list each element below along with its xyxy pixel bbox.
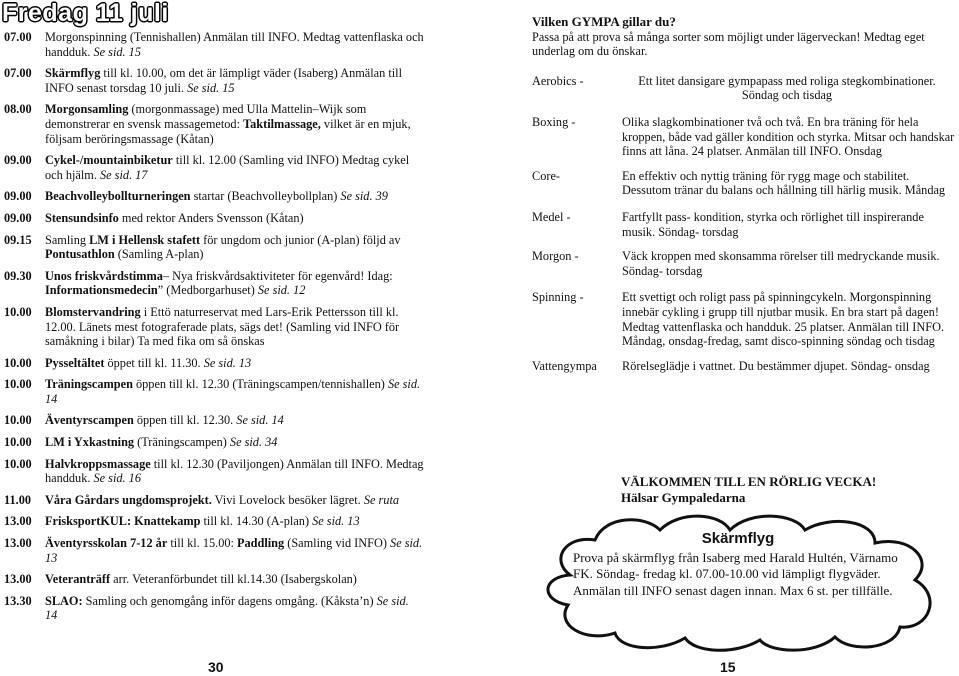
gympa-class — [532, 115, 957, 159]
schedule-entry — [4, 377, 424, 406]
gympa-class-description: Fartfyllt pass- kondition, styrka och rörlighet till inspirerande musik. Söndag- torsdag — [622, 209, 924, 239]
schedule-text — [45, 153, 424, 182]
schedule-text — [45, 356, 424, 371]
welcome-text — [621, 474, 876, 506]
gympa-class-name: Vattengympa — [532, 358, 597, 373]
schedule-text-part: Se sid. 15 — [187, 80, 235, 95]
schedule-text-part: (Samling A-plan) — [114, 247, 204, 262]
schedule-text — [45, 66, 424, 95]
schedule-text — [45, 102, 424, 146]
page-title: Fredag 11 juli — [2, 0, 169, 27]
schedule-entry — [4, 457, 424, 486]
schedule-text — [45, 435, 424, 450]
schedule-time: 10.00 — [4, 456, 32, 471]
page-number-left: 30 — [208, 659, 224, 675]
schedule-text-part: Unos friskvårdstimma — [45, 268, 163, 283]
schedule-time: 09.15 — [4, 232, 32, 247]
gympa-heading: Vilken GYMPA gillar du? — [532, 14, 676, 29]
schedule-text-part: – Nya friskvårdsaktiviteter för egenvård! Idag: — [162, 268, 393, 283]
schedule-text-part: vilket är en mjuk, följsam beröringsmassage (Kåtan) — [45, 116, 411, 146]
gympa-class-list — [532, 74, 957, 374]
schedule-text-part: Se sid. 13 — [312, 514, 360, 529]
gympa-class-name: Core- — [532, 168, 560, 183]
schedule-text-part: öppen till kl. 12.30. — [133, 413, 237, 428]
schedule-text-part: Paddling — [236, 536, 285, 551]
schedule-text-part: LM i Yxkastning — [45, 435, 135, 450]
gympa-class-name: Morgon - — [532, 249, 579, 264]
cloud-title: Skärmflyg — [701, 530, 775, 547]
schedule-text — [45, 233, 424, 262]
schedule-text-part: Beachvolleybollturneringen — [45, 189, 191, 204]
cloud-body: Prova på skärmflyg från Isaberg med Harald Hultén, Värnamo FK. Söndag- fredag kl. 07.00-10.00 vid lämpligt flygväder. Anmälan till INFO senast dagen innan. Max 6 st. per tillfälle. — [573, 549, 898, 598]
schedule-entry — [4, 189, 424, 204]
schedule-text — [45, 30, 424, 59]
schedule-entry — [4, 572, 424, 587]
gympa-class-description: Ett svettigt och roligt pass på spinningcykeln. Morgonspinning innebär cykling i grupp till njutbar musik. En bra start på dagen! Medtag vattenflaska och handduk. 25 platser. Anmälan till INFO. Måndag, onsdag-fredag, samt disco-spinning söndag och tisdag — [622, 290, 945, 349]
gympa-class-description: Ett litet dansigare gympapass med roliga stegkombinationer. Söndag och tisdag — [638, 73, 936, 103]
schedule-text-part: FrisksportKUL: Knattekamp — [45, 514, 201, 529]
gympa-class — [532, 169, 957, 198]
schedule-text — [45, 269, 424, 298]
schedule-text-part: Taktilmassage, — [243, 116, 321, 131]
schedule-text-part: öppen till kl. 12.30 (Träningscampen/tennishallen) — [132, 377, 388, 392]
schedule-text-part: Halvkroppsmassage — [45, 456, 151, 471]
cloud-content — [573, 531, 903, 599]
schedule-text — [45, 493, 424, 508]
schedule-text-part: Se sid. 16 — [93, 471, 141, 486]
schedule-text — [45, 572, 424, 587]
schedule-text-part: Skärmflyg — [45, 66, 101, 81]
schedule-time: 13.00 — [4, 514, 32, 529]
schedule-text-part: med rektor Anders Svensson (Kåtan) — [118, 210, 304, 225]
schedule-entry — [4, 30, 424, 59]
schedule-text-part: startar (Beachvolleybollplan) — [190, 189, 341, 204]
schedule-text-part: Veteranträff — [45, 572, 111, 587]
schedule-text-part: Morgonsamling — [45, 102, 129, 117]
gympa-class-name: Spinning - — [532, 290, 584, 305]
schedule-time: 10.00 — [4, 377, 32, 392]
schedule-text-part: Äventyrscampen — [45, 413, 134, 428]
schedule-text-part: till kl. 14.30 (A-plan) — [200, 514, 313, 529]
schedule-text — [45, 211, 424, 226]
schedule-text-part: öppet till kl. 11.30. — [104, 355, 204, 370]
schedule-text — [45, 457, 424, 486]
schedule-text — [45, 413, 424, 428]
schedule-time: 10.00 — [4, 304, 32, 319]
gympa-class-description: Väck kroppen med skonsamma rörelser till medryckande musik. Söndag- torsdag — [622, 249, 940, 278]
schedule-text-part: till kl. 12.30 (Paviljongen) Anmälan till INFO. Medtag handduk. — [45, 456, 424, 486]
schedule-text-part: till kl. 15.00: — [167, 536, 237, 551]
schedule-time: 07.00 — [4, 30, 32, 44]
schedule-time: 09.30 — [4, 268, 32, 283]
schedule-text-part: Se sid. 14 — [45, 593, 409, 623]
schedule-text-part: Pontusathlon — [45, 247, 115, 262]
schedule-entry — [4, 305, 424, 349]
schedule-text-part: LM i Hellensk stafett — [89, 232, 201, 247]
schedule-text-part: (Samling vid INFO) — [284, 536, 391, 551]
gympa-class-description: Olika slagkombinationer två och två. En bra träning för hela kroppen, både vad gäller kondition och styrka. Mitsar och handskar finns att låna. 24 platser. Anmälan till INFO. Onsdag — [622, 114, 955, 159]
schedule-text-part: ” (Medborgarhuset) — [157, 283, 258, 298]
schedule-entry — [4, 594, 424, 623]
schedule-text-part: Pysseltältet — [45, 355, 105, 370]
schedule-time: 11.00 — [4, 492, 31, 507]
schedule-text-part: Se sid. 17 — [99, 167, 148, 182]
schedule-text — [45, 536, 424, 565]
schedule-entry — [4, 66, 424, 95]
schedule-text-part: i Ettö naturreservat med Lars-Erik Pettersson till kl. 12.00. Länets mest fotograferade plats, sägs det! (Samling vid INFO för samåkning i bilar) Ta med fika om så önskas — [45, 304, 400, 349]
schedule-text-part: Stensundsinfo — [45, 210, 119, 225]
gympa-intro: Passa på att prova så många sorter som möjligt under lägerveckan! Medtag eget underlag om du önskar. — [532, 29, 925, 59]
schedule-list — [4, 30, 424, 630]
schedule-entry — [4, 493, 424, 508]
schedule-text-part: Se sid. 13 — [45, 536, 423, 565]
schedule-text-part: Morgonspinning (Tennishallen) Anmälan till INFO. Medtag vattenflaska och handduk. — [45, 30, 424, 59]
schedule-text-part: Äventyrsskolan 7-12 år — [45, 536, 168, 551]
schedule-text-part: till kl. 12.00 (Samling vid INFO) Medtag cykel och hjälm. — [45, 153, 410, 182]
schedule-entry — [4, 514, 424, 529]
schedule-text-part: för ungdom och junior (A-plan) följd av — [200, 232, 401, 247]
schedule-text-part: Se sid. 14 — [236, 413, 284, 428]
schedule-text-part: Se sid. 34 — [229, 435, 278, 450]
schedule-time: 08.00 — [4, 102, 32, 117]
schedule-text-part: Cykel-/mountainbiketur — [45, 153, 173, 168]
schedule-entry — [4, 153, 424, 182]
schedule-text — [45, 189, 424, 204]
schedule-text-part: Se sid. 15 — [93, 44, 141, 59]
schedule-text-part: Se ruta — [363, 492, 400, 507]
gympa-section — [532, 15, 957, 373]
gympa-class-name: Boxing - — [532, 114, 576, 129]
schedule-text-part: Träningscampen — [45, 377, 133, 392]
gympa-class-name: Aerobics - — [532, 73, 584, 88]
schedule-entry — [4, 102, 424, 146]
schedule-entry — [4, 536, 424, 565]
schedule-time: 09.00 — [4, 210, 32, 225]
gympa-class — [532, 359, 957, 374]
signature-line: Hälsar Gympaledarna — [621, 490, 746, 505]
schedule-time: 09.00 — [4, 189, 32, 204]
schedule-time: 13.00 — [4, 536, 32, 551]
schedule-entry — [4, 435, 424, 450]
schedule-text-part: Samling och genomgång inför dagens omgång. (Kåksta’n) — [82, 593, 377, 608]
schedule-text — [45, 594, 424, 623]
gympa-class-name: Medel - — [532, 209, 571, 224]
schedule-entry — [4, 233, 424, 262]
gympa-class — [532, 210, 957, 239]
schedule-time: 10.00 — [4, 435, 32, 450]
schedule-time: 13.00 — [4, 572, 32, 587]
schedule-text-part: Informationsmedecin — [45, 283, 158, 298]
schedule-text-part: Se sid. 13 — [203, 355, 252, 370]
page-number-right: 15 — [720, 659, 736, 675]
schedule-text-part: Se sid. 12 — [257, 283, 306, 298]
schedule-text-part: till kl. 10.00, om det är lämpligt väder (Isaberg) Anmälan till INFO senast torsdag 10 juli. — [45, 66, 403, 95]
schedule-text — [45, 305, 424, 349]
schedule-time: 09.00 — [4, 153, 32, 168]
schedule-entry — [4, 269, 424, 298]
schedule-text-part: Se sid. 39 — [340, 189, 388, 204]
gympa-class — [532, 249, 957, 278]
schedule-text-part: Våra Gårdars ungdomsprojekt. — [45, 492, 212, 507]
schedule-text-part: (Träningscampen) — [134, 435, 230, 450]
schedule-time: 10.00 — [4, 413, 32, 428]
schedule-time: 07.00 — [4, 66, 32, 81]
gympa-class-description: Rörelseglädje i vattnet. Du bestämmer djupet. Söndag- onsdag — [622, 358, 930, 373]
gympa-class — [532, 290, 957, 348]
gympa-class-description: En effektiv och nyttig träning för rygg mage och stabilitet. Dessutom tränar du balans och hållning till härlig musik. Måndag — [622, 168, 946, 198]
schedule-text-part: Vivi Lovelock besöker lägret. — [211, 492, 364, 507]
schedule-entry — [4, 211, 424, 226]
schedule-text-part: Samling — [45, 232, 90, 247]
schedule-entry — [4, 356, 424, 371]
schedule-text — [45, 377, 424, 406]
schedule-text-part: SLAO: — [45, 593, 83, 608]
welcome-line: VÄLKOMMEN TILL EN RÖRLIG VECKA! — [621, 474, 877, 489]
schedule-text-part: Se sid. 14 — [45, 377, 421, 406]
schedule-text-part: Blomstervandring — [45, 304, 141, 319]
schedule-time: 10.00 — [4, 355, 32, 370]
schedule-text — [45, 514, 424, 529]
gympa-class — [532, 74, 957, 103]
schedule-text-part: arr. Veteranförbundet till kl.14.30 (Isabergskolan) — [110, 572, 357, 587]
schedule-time: 13.30 — [4, 593, 32, 608]
schedule-entry — [4, 413, 424, 428]
schedule-text-part: (morgonmassage) med Ulla Mattelin–Wijk som demonstrerar en svensk massagemetod: — [45, 102, 367, 131]
